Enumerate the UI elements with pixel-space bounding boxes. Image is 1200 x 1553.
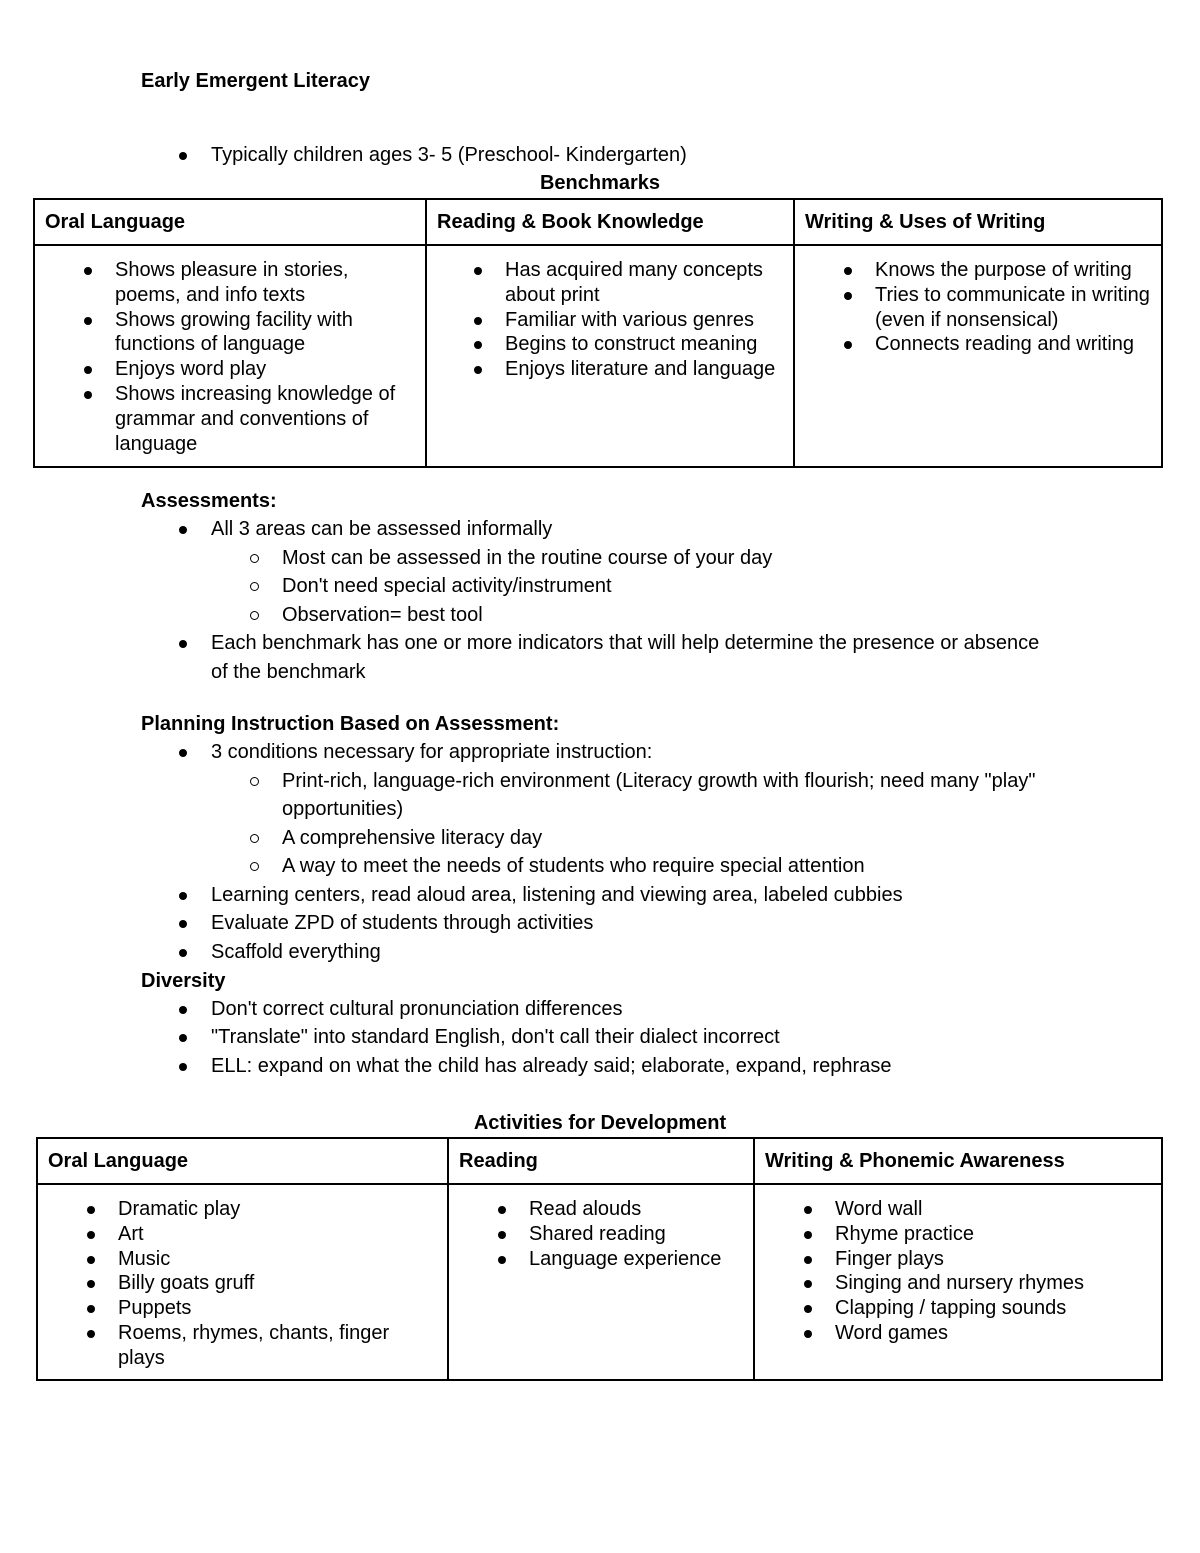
list-item: Begins to construct meaning [505,332,783,357]
list-item: Read alouds [529,1197,743,1222]
list-item: Music [118,1247,417,1272]
activities-header-writing: Writing & Phonemic Awareness [754,1138,1162,1184]
list-item: ELL: expand on what the child has already said; elaborate, expand, rephrase [211,1052,1071,1081]
intro-list [211,141,1111,170]
assessments-sublist [282,544,1062,630]
planning-heading: Planning Instruction Based on Assessment: [141,713,560,735]
list-item: Shared reading [529,1222,743,1247]
list-item: 3 conditions necessary for appropriate instruction: [211,738,1051,767]
list-item: Don't need special activity/instrument [282,572,1062,601]
benchmarks-cell-writing [794,245,1162,467]
list-item: Each benchmark has one or more indicators that will help determine the presence or absence of the benchmark [211,629,1041,686]
benchmarks-header-oral: Oral Language [34,199,426,245]
list-item: Familiar with various genres [505,308,783,333]
list-item: Dramatic play [118,1197,417,1222]
assessments-heading: Assessments: [141,490,277,512]
benchmarks-header-writing: Writing & Uses of Writing [794,199,1162,245]
list-item: Evaluate ZPD of students through activities [211,909,1071,938]
list-item: "Translate" into standard English, don't call their dialect incorrect [211,1023,1071,1052]
list-item: Knows the purpose of writing [875,258,1151,283]
activities-table [36,1137,1163,1381]
list-item: Observation= best tool [282,601,1062,630]
list-item: A comprehensive literacy day [282,824,1052,853]
list-item: Learning centers, read aloud area, listening and viewing area, labeled cubbies [211,881,1071,910]
benchmarks-caption: Benchmarks [539,172,661,194]
assessments-list [211,515,1051,544]
planning-sublist [282,767,1052,881]
list-item: Singing and nursery rhymes [835,1271,1151,1296]
list-item: Connects reading and writing [875,332,1151,357]
list-item: Most can be assessed in the routine course of your day [282,544,1062,573]
list-item: Word games [835,1321,1151,1346]
list-item: Scaffold everything [211,938,1071,967]
list-item: Finger plays [835,1247,1151,1272]
diversity-list [211,995,1071,1081]
list-item: Word wall [835,1197,1151,1222]
benchmarks-header-reading: Reading & Book Knowledge [426,199,794,245]
list-item: All 3 areas can be assessed informally [211,515,1051,544]
activities-cell-reading [448,1184,754,1380]
assessments-list-2 [211,629,1041,686]
benchmarks-cell-reading [426,245,794,467]
list-item: Don't correct cultural pronunciation differences [211,995,1071,1024]
list-item: Billy goats gruff [118,1271,417,1296]
list-item: A way to meet the needs of students who require special attention [282,852,1052,881]
list-item: Print-rich, language-rich environment (Literacy growth with flourish; need many "play" opportunities) [282,767,1052,824]
diversity-heading: Diversity [141,970,226,992]
page-title: Early Emergent Literacy [141,70,370,92]
list-item: Tries to communicate in writing (even if nonsensical) [875,283,1150,331]
list-item: Clapping / tapping sounds [835,1296,1151,1321]
list-item: Enjoys word play [115,357,415,382]
benchmarks-table [33,198,1163,468]
list-item: Puppets [118,1296,417,1321]
list-item: Language experience [529,1247,743,1272]
list-item: Roems, rhymes, chants, finger plays [118,1321,417,1371]
activities-cell-writing [754,1184,1162,1380]
activities-header-reading: Reading [448,1138,754,1184]
list-item: Shows growing facility with functions of language [115,308,415,358]
list-item: Rhyme practice [835,1222,1151,1247]
planning-list-2 [211,881,1071,967]
activities-caption: Activities for Development [473,1112,727,1134]
activities-header-oral: Oral Language [37,1138,448,1184]
intro-bullet: Typically children ages 3- 5 (Preschool- Kindergarten) [211,141,1111,170]
list-item: Art [118,1222,417,1247]
list-item: Shows increasing knowledge of grammar and conventions of language [115,382,415,456]
list-item: Enjoys literature and language [505,357,783,382]
list-item: Has acquired many concepts about print [505,258,783,308]
planning-list [211,738,1051,767]
benchmarks-cell-oral [34,245,426,467]
activities-cell-oral [37,1184,448,1380]
list-item: Shows pleasure in stories, poems, and info texts [115,258,415,308]
